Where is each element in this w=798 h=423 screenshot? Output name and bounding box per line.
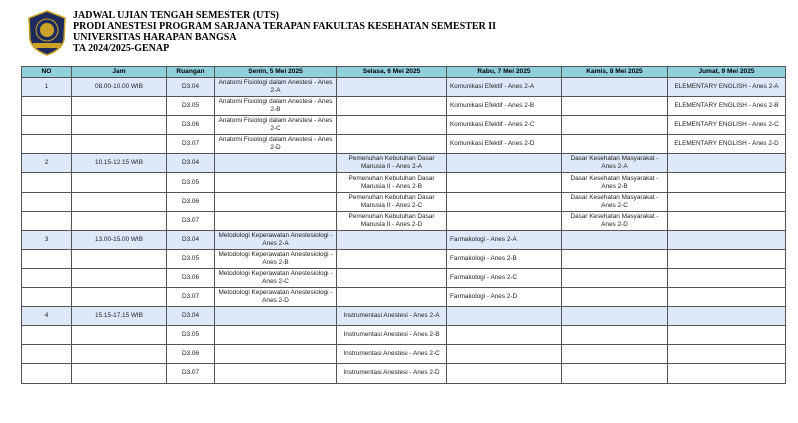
table-cell: Pemenuhan Kebutuhan Dasar Manusia II - Anes 2-C <box>337 192 447 211</box>
column-header: Rabu, 7 Mei 2025 <box>447 67 562 78</box>
table-cell: D3.07 <box>167 211 215 230</box>
table-cell: Komunikasi Efektif - Anes 2-B <box>447 97 562 116</box>
table-cell <box>22 192 72 211</box>
table-cell <box>447 307 562 326</box>
exam-schedule-table <box>21 66 786 384</box>
table-row <box>22 230 786 249</box>
table-cell <box>72 268 167 287</box>
table-row <box>22 97 786 116</box>
table-cell: D3.05 <box>167 97 215 116</box>
table-cell <box>22 173 72 192</box>
table-cell <box>668 154 786 173</box>
table-cell <box>72 288 167 307</box>
table-row <box>22 192 786 211</box>
table-cell: D3.05 <box>167 173 215 192</box>
table-cell: D3.06 <box>167 268 215 287</box>
table-row <box>22 364 786 383</box>
column-header: Ruangan <box>167 67 215 78</box>
title-line-1: JADWAL UJIAN TENGAH SEMESTER (UTS) <box>73 10 279 21</box>
table-cell: Pemenuhan Kebutuhan Dasar Manusia II - Anes 2-D <box>337 211 447 230</box>
table-cell <box>562 116 668 135</box>
table-cell <box>447 211 562 230</box>
table-cell: 10.15-12.15 WIB <box>72 154 167 173</box>
column-header: Senin, 5 Mei 2025 <box>215 67 337 78</box>
table-header-row <box>22 67 786 78</box>
table-cell <box>562 135 668 154</box>
column-header: Kamis, 8 Mei 2025 <box>562 67 668 78</box>
table-cell: Farmakologi - Anes 2-A <box>447 230 562 249</box>
table-row <box>22 78 786 97</box>
table-cell <box>22 249 72 268</box>
table-cell <box>22 97 72 116</box>
table-cell <box>215 192 337 211</box>
table-cell <box>668 249 786 268</box>
table-cell <box>22 288 72 307</box>
table-row <box>22 116 786 135</box>
table-cell <box>22 116 72 135</box>
table-row <box>22 345 786 364</box>
table-cell: Anatomi Fisiologi dalam Anestesi - Anes 2-C <box>215 116 337 135</box>
table-cell <box>215 345 337 364</box>
table-cell <box>72 135 167 154</box>
title-line-3: UNIVERSITAS HARAPAN BANGSA <box>73 32 237 43</box>
table-cell: D3.06 <box>167 116 215 135</box>
table-body <box>22 78 786 384</box>
table-cell: Metodologi Keperawatan Anestesiologi - Anes 2-A <box>215 230 337 249</box>
table-cell: Anatomi Fisiologi dalam Anestesi - Anes 2-B <box>215 97 337 116</box>
table-cell <box>668 173 786 192</box>
table-row <box>22 154 786 173</box>
table-cell: Komunikasi Efektif - Anes 2-C <box>447 116 562 135</box>
table-cell: D3.04 <box>167 154 215 173</box>
table-cell <box>562 326 668 345</box>
table-cell: Komunikasi Efektif - Anes 2-D <box>447 135 562 154</box>
table-cell <box>668 230 786 249</box>
table-cell <box>215 364 337 383</box>
table-cell <box>337 97 447 116</box>
table-cell <box>562 268 668 287</box>
table-cell <box>22 326 72 345</box>
table-cell: 3 <box>22 230 72 249</box>
table-cell: Instrumentasi Anestesi - Anes 2-A <box>337 307 447 326</box>
table-cell <box>337 230 447 249</box>
table-cell <box>72 211 167 230</box>
table-cell <box>337 78 447 97</box>
table-cell <box>447 173 562 192</box>
table-cell <box>562 78 668 97</box>
table-row <box>22 288 786 307</box>
table-cell: ELEMENTARY ENGLISH - Anes 2-B <box>668 97 786 116</box>
table-cell: D3.04 <box>167 78 215 97</box>
table-cell: Metodologi Keperawatan Anestesiologi - Anes 2-D <box>215 288 337 307</box>
table-cell: D3.07 <box>167 364 215 383</box>
table-cell: D3.04 <box>167 230 215 249</box>
table-cell <box>22 364 72 383</box>
table-cell <box>72 173 167 192</box>
table-cell: D3.06 <box>167 345 215 364</box>
table-cell: Anatomi Fisiologi dalam Anestesi - Anes 2-A <box>215 78 337 97</box>
table-row <box>22 326 786 345</box>
table-cell <box>215 326 337 345</box>
table-cell <box>22 135 72 154</box>
table-cell <box>72 97 167 116</box>
title-line-2: PRODI ANESTESI PROGRAM SARJANA TERAPAN FAKULTAS KESEHATAN SEMESTER II <box>73 21 497 32</box>
table-cell <box>215 211 337 230</box>
table-cell: D3.06 <box>167 192 215 211</box>
table-cell: D3.05 <box>167 249 215 268</box>
table-cell: 4 <box>22 307 72 326</box>
table-cell: Instrumentasi Anestesi - Anes 2-C <box>337 345 447 364</box>
table-cell <box>447 154 562 173</box>
table-cell: 2 <box>22 154 72 173</box>
table-cell <box>337 268 447 287</box>
table-cell: 1 <box>22 78 72 97</box>
table-cell <box>668 288 786 307</box>
table-cell <box>447 192 562 211</box>
table-cell <box>668 211 786 230</box>
table-cell <box>668 307 786 326</box>
table-cell <box>668 345 786 364</box>
table-cell <box>668 326 786 345</box>
table-row <box>22 307 786 326</box>
table-cell: Farmakologi - Anes 2-B <box>447 249 562 268</box>
table-row <box>22 173 786 192</box>
table-cell: Farmakologi - Anes 2-D <box>447 288 562 307</box>
table-cell: 08.00-10.00 WIB <box>72 78 167 97</box>
table-cell <box>337 135 447 154</box>
table-cell: Anatomi Fisiologi dalam Anestesi - Anes 2-D <box>215 135 337 154</box>
table-cell <box>215 307 337 326</box>
table-cell: ELEMENTARY ENGLISH - Anes 2-C <box>668 116 786 135</box>
table-cell <box>337 249 447 268</box>
table-cell: Dasar Kesehatan Masyarakat - Anes 2-D <box>562 211 668 230</box>
table-cell <box>72 192 167 211</box>
table-row <box>22 268 786 287</box>
table-row <box>22 211 786 230</box>
table-cell <box>562 345 668 364</box>
table-row <box>22 135 786 154</box>
table-cell: ELEMENTARY ENGLISH - Anes 2-A <box>668 78 786 97</box>
table-cell: Metodologi Keperawatan Anestesiologi - Anes 2-C <box>215 268 337 287</box>
document-header <box>27 8 787 60</box>
table-cell: Dasar Kesehatan Masyarakat - Anes 2-C <box>562 192 668 211</box>
table-cell <box>337 288 447 307</box>
table-cell <box>22 268 72 287</box>
table-cell: D3.05 <box>167 326 215 345</box>
table-cell: Pemenuhan Kebutuhan Dasar Manusia II - Anes 2-B <box>337 173 447 192</box>
table-cell <box>72 116 167 135</box>
table-cell: D3.07 <box>167 135 215 154</box>
column-header: Selasa, 6 Mei 2025 <box>337 67 447 78</box>
table-cell: ELEMENTARY ENGLISH - Anes 2-D <box>668 135 786 154</box>
table-cell: D3.04 <box>167 307 215 326</box>
column-header: Jumat, 9 Mei 2025 <box>668 67 786 78</box>
table-cell <box>72 326 167 345</box>
table-cell <box>562 97 668 116</box>
table-cell <box>562 288 668 307</box>
table-cell <box>562 249 668 268</box>
table-cell: 13.00-15.00 WIB <box>72 230 167 249</box>
table-cell: Komunikasi Efektif - Anes 2-A <box>447 78 562 97</box>
table-cell <box>668 364 786 383</box>
table-cell: Pemenuhan Kebutuhan Dasar Manusia II - Anes 2-A <box>337 154 447 173</box>
table-cell <box>562 307 668 326</box>
table-row <box>22 249 786 268</box>
table-cell <box>668 192 786 211</box>
table-cell <box>447 345 562 364</box>
title-line-4: TA 2024/2025-GENAP <box>73 43 170 54</box>
table-cell <box>72 345 167 364</box>
column-header: Jam <box>72 67 167 78</box>
table-cell: D3.07 <box>167 288 215 307</box>
table-cell: Dasar Kesehatan Masyarakat - Anes 2-A <box>562 154 668 173</box>
table-cell <box>447 326 562 345</box>
table-cell <box>562 230 668 249</box>
table-cell <box>562 364 668 383</box>
table-cell: Instrumentasi Anestesi - Anes 2-B <box>337 326 447 345</box>
table-cell <box>72 249 167 268</box>
table-cell <box>337 116 447 135</box>
university-logo-icon <box>27 10 67 56</box>
table-cell <box>215 154 337 173</box>
table-cell: Metodologi Keperawatan Anestesiologi - Anes 2-B <box>215 249 337 268</box>
table-cell <box>72 364 167 383</box>
table-cell: 15.15-17.15 WIB <box>72 307 167 326</box>
table-cell <box>668 268 786 287</box>
table-cell <box>22 211 72 230</box>
table-cell <box>447 364 562 383</box>
column-header: NO <box>22 67 72 78</box>
table-cell <box>22 345 72 364</box>
table-cell: Dasar Kesehatan Masyarakat - Anes 2-B <box>562 173 668 192</box>
table-cell <box>215 173 337 192</box>
table-cell: Farmakologi - Anes 2-C <box>447 268 562 287</box>
table-cell: Instrumentasi Anestesi - Anes 2-D <box>337 364 447 383</box>
